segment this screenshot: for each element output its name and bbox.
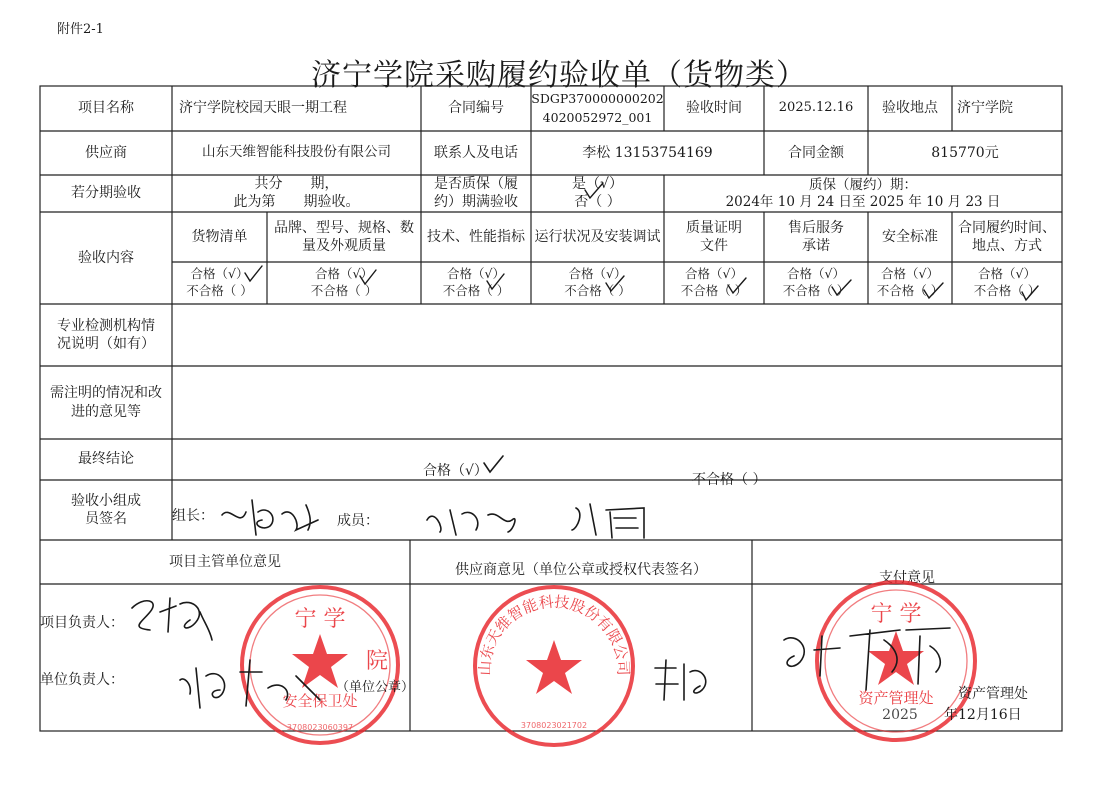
amount-label: 合同金额: [788, 144, 844, 161]
check-pass: 合格（√）: [190, 266, 249, 282]
leader-signature: [222, 500, 318, 535]
check-fail: 不合格（ ）: [680, 283, 748, 298]
item-goods-list: 货物清单: [191, 228, 248, 245]
inspection-label: 验收内容: [78, 249, 134, 266]
check-pass: 合格（√）: [685, 266, 743, 282]
form-title: 济宁学院采购履约验收单（货物类）: [311, 58, 807, 93]
check-fail: 不合格（ ）: [973, 283, 1041, 298]
item-brand-spec: 品牌、型号、规格、数量及外观质量: [274, 219, 414, 254]
warranty-question-line1: 是否质保（履: [434, 176, 518, 192]
check-pass: 合格（√）: [447, 266, 505, 282]
warranty-period-value: 2024年 10 月 24 日至 2025 年 10 月 23 日: [725, 193, 1001, 210]
check-pass: 合格（√）: [787, 266, 845, 282]
inspect-place-value: 济宁学院: [957, 100, 1013, 117]
contact-label: 联系人及电话: [434, 144, 518, 161]
conclusion-label: 最终结论: [78, 451, 134, 468]
check-fail: 不合格（ ）: [186, 283, 253, 298]
phase-line2: 此为第 期验收。: [233, 193, 360, 210]
conclusion-check-mark: [484, 456, 503, 472]
school-seal-top: 宁 学: [294, 607, 346, 632]
check-fail: 不合格（ ）: [310, 283, 378, 298]
asset-seal-year: 2025: [882, 707, 918, 723]
check-pass: 合格（√）: [978, 266, 1036, 282]
item-operation: 运行状况及安装调试: [534, 228, 661, 245]
school-seal-side: 院: [365, 649, 389, 674]
item-quality-docs: 质量证明文件: [686, 219, 742, 254]
supplier-label: 供应商: [85, 144, 127, 161]
conclusion-fail: 不合格（ ）: [692, 472, 767, 488]
check-pass: 合格（√）: [881, 266, 939, 282]
item-contract-time: 合同履约时间、地点、方式: [958, 219, 1056, 254]
payment-date: 年12月16日: [944, 707, 1022, 723]
asset-seal-bottom: 资产管理处: [858, 689, 934, 707]
check-pass: 合格（√）: [568, 266, 627, 282]
professional-label: 专业检测机构情况说明（如有）: [57, 317, 155, 352]
unit-lead-signature: [180, 660, 320, 708]
amount-value: 815770元: [931, 144, 999, 161]
supplier-seal-arc: 山东天维智能科技股份有限公司: [475, 592, 633, 676]
payment-signature: [784, 628, 950, 690]
contract-no-label: 合同编号: [448, 100, 504, 117]
conclusion-pass: 合格（√）: [423, 463, 488, 479]
warranty-no: 否（ ）: [574, 193, 621, 210]
inspect-place-label: 验收地点: [882, 100, 938, 117]
project-lead-signature: [132, 598, 212, 640]
check-fail: 不合格（ ）: [876, 283, 944, 298]
asset-office-label: 资产管理处: [958, 686, 1028, 702]
team-label: 验收小组成员签名: [71, 492, 141, 527]
check-fail: 不合格（ ）: [564, 283, 631, 298]
phase-line1: 共分 期，: [254, 176, 339, 192]
warranty-yes: 是（√）: [572, 176, 623, 192]
member-signature-2: [572, 504, 644, 538]
check-fail: 不合格（ ）: [442, 283, 510, 298]
leader-label: 组长：: [172, 508, 214, 524]
item-after-sales: 售后服务承诺: [788, 219, 844, 254]
seal-note: （单位公章）: [336, 680, 415, 695]
contract-no-line1: SDGP370000000202: [531, 91, 664, 107]
check-fail: 不合格（ ）: [782, 283, 850, 298]
supplier-name: 山东天维智能科技股份有限公司: [202, 144, 391, 161]
contract-no-line2: 4020052972_001: [542, 109, 653, 125]
inspect-time-label: 验收时间: [686, 100, 742, 117]
asset-seal-top: 宁 学: [870, 602, 922, 627]
warranty-question-line2: 约）期满验收: [434, 193, 518, 210]
payment-opinion-label: 支付意见: [879, 569, 935, 586]
project-name-value: 济宁学院校园天眼一期工程: [179, 100, 347, 117]
member-label: 成员：: [337, 513, 379, 529]
project-lead-label: 项目负责人：: [40, 615, 124, 631]
phase-label: 若分期验收: [71, 185, 141, 202]
school-seal-bottom: 安全保卫处: [282, 692, 358, 710]
attachment-label: 附件2-1: [57, 22, 104, 37]
unit-lead-label: 单位负责人：: [40, 672, 124, 688]
item-safety: 安全标准: [882, 228, 938, 245]
school-seal-code: 3708023060397: [286, 723, 354, 732]
supplier-seal-code: 3708023021702: [520, 721, 588, 730]
supplier-opinion-label: 供应商意见（单位公章或授权代表签名）: [455, 561, 707, 578]
notes-label: 需注明的情况和改进的意见等: [50, 385, 162, 420]
contact-value: 李松 13153754169: [582, 144, 713, 161]
check-pass: 合格（√）: [315, 266, 373, 282]
member-signature-1: [427, 510, 515, 535]
dept-opinion-label: 项目主管单位意见: [169, 553, 281, 570]
supplier-rep-signature: [655, 660, 706, 700]
item-tech-perf: 技术、性能指标: [427, 228, 525, 245]
project-name-label: 项目名称: [78, 100, 134, 117]
warranty-period-label: 质保（履约）期：: [809, 176, 917, 193]
inspect-time-value: 2025.12.16: [778, 100, 854, 116]
